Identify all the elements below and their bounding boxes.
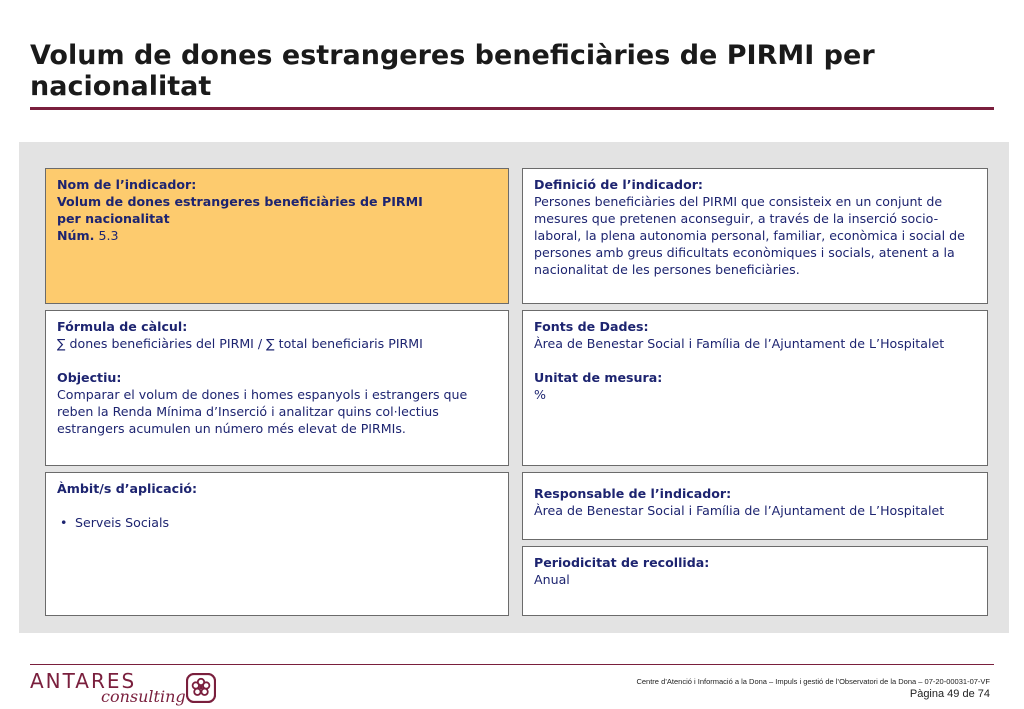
scope-item: • Serveis Socials xyxy=(57,514,498,531)
definition-text: Persones beneficiàries del PIRMI que consisteix en un conjunt de mesures que pretenen aconseguir, a través de la inserció socio-laboral, la plena autonomia personal, familiar, econòmica i social de persones amb greus dificultats econòmiques i socials, atenent a la nacionalitat de les persones beneficiàries. xyxy=(534,194,965,277)
footer-divider xyxy=(30,664,994,665)
unit-value: % xyxy=(534,387,546,402)
page-title: Volum de dones estrangeres beneficiàries de PIRMI per nacionalitat xyxy=(30,40,875,102)
footer-document-info: Centre d’Atenció i Informació a la Dona – Impuls i gestió de l’Observatori de la Dona – 07-20-00031-07-VF xyxy=(636,677,990,686)
periodicity-value: Anual xyxy=(534,572,570,587)
flower-logo-icon xyxy=(186,673,216,703)
logo-consulting-text: consulting xyxy=(101,687,186,706)
definition-label: Definició de l’indicador: xyxy=(534,177,703,192)
responsible-label: Responsable de l’indicador: xyxy=(534,486,732,501)
objective-text: Comparar el volum de dones i homes espanyols i estrangers que reben la Renda Mínima d’Inserció i analitzar quins col·lectius estrangers acumulen un número més elevat de PIRMIs. xyxy=(57,387,468,436)
indicator-num-value: 5.3 xyxy=(98,228,119,243)
sources-box xyxy=(522,310,988,466)
sources-text: Àrea de Benestar Social i Família de l’Ajuntament de L’Hospitalet xyxy=(534,336,945,351)
definition-box xyxy=(522,168,988,304)
scope-list xyxy=(57,514,498,531)
indicator-name-value-line1: Volum de dones estrangeres beneficiàries de PIRMI xyxy=(57,194,423,209)
indicator-name-box xyxy=(45,168,509,304)
scope-box xyxy=(45,472,509,616)
formula-label: Fórmula de càlcul: xyxy=(57,319,188,334)
indicator-num-label: Núm. xyxy=(57,228,95,243)
periodicity-label: Periodicitat de recollida: xyxy=(534,555,710,570)
formula-text: ∑ dones beneficiàries del PIRMI / ∑ total beneficiaris PIRMI xyxy=(57,336,423,351)
indicator-name-value-line2: per nacionalitat xyxy=(57,211,170,226)
formula-box xyxy=(45,310,509,466)
logo-antares-text: ANTARES xyxy=(30,669,137,693)
unit-label: Unitat de mesura: xyxy=(534,370,663,385)
responsible-box xyxy=(522,472,988,540)
sources-label: Fonts de Dades: xyxy=(534,319,649,334)
objective-label: Objectiu: xyxy=(57,370,122,385)
responsible-text: Àrea de Benestar Social i Família de l’Ajuntament de L’Hospitalet xyxy=(534,503,945,518)
page-number: Pàgina 49 de 74 xyxy=(909,688,990,700)
periodicity-box xyxy=(522,546,988,616)
title-divider xyxy=(30,107,994,110)
indicator-name-label: Nom de l’indicador: xyxy=(57,177,197,192)
scope-label: Àmbit/s d’aplicació: xyxy=(57,481,198,496)
